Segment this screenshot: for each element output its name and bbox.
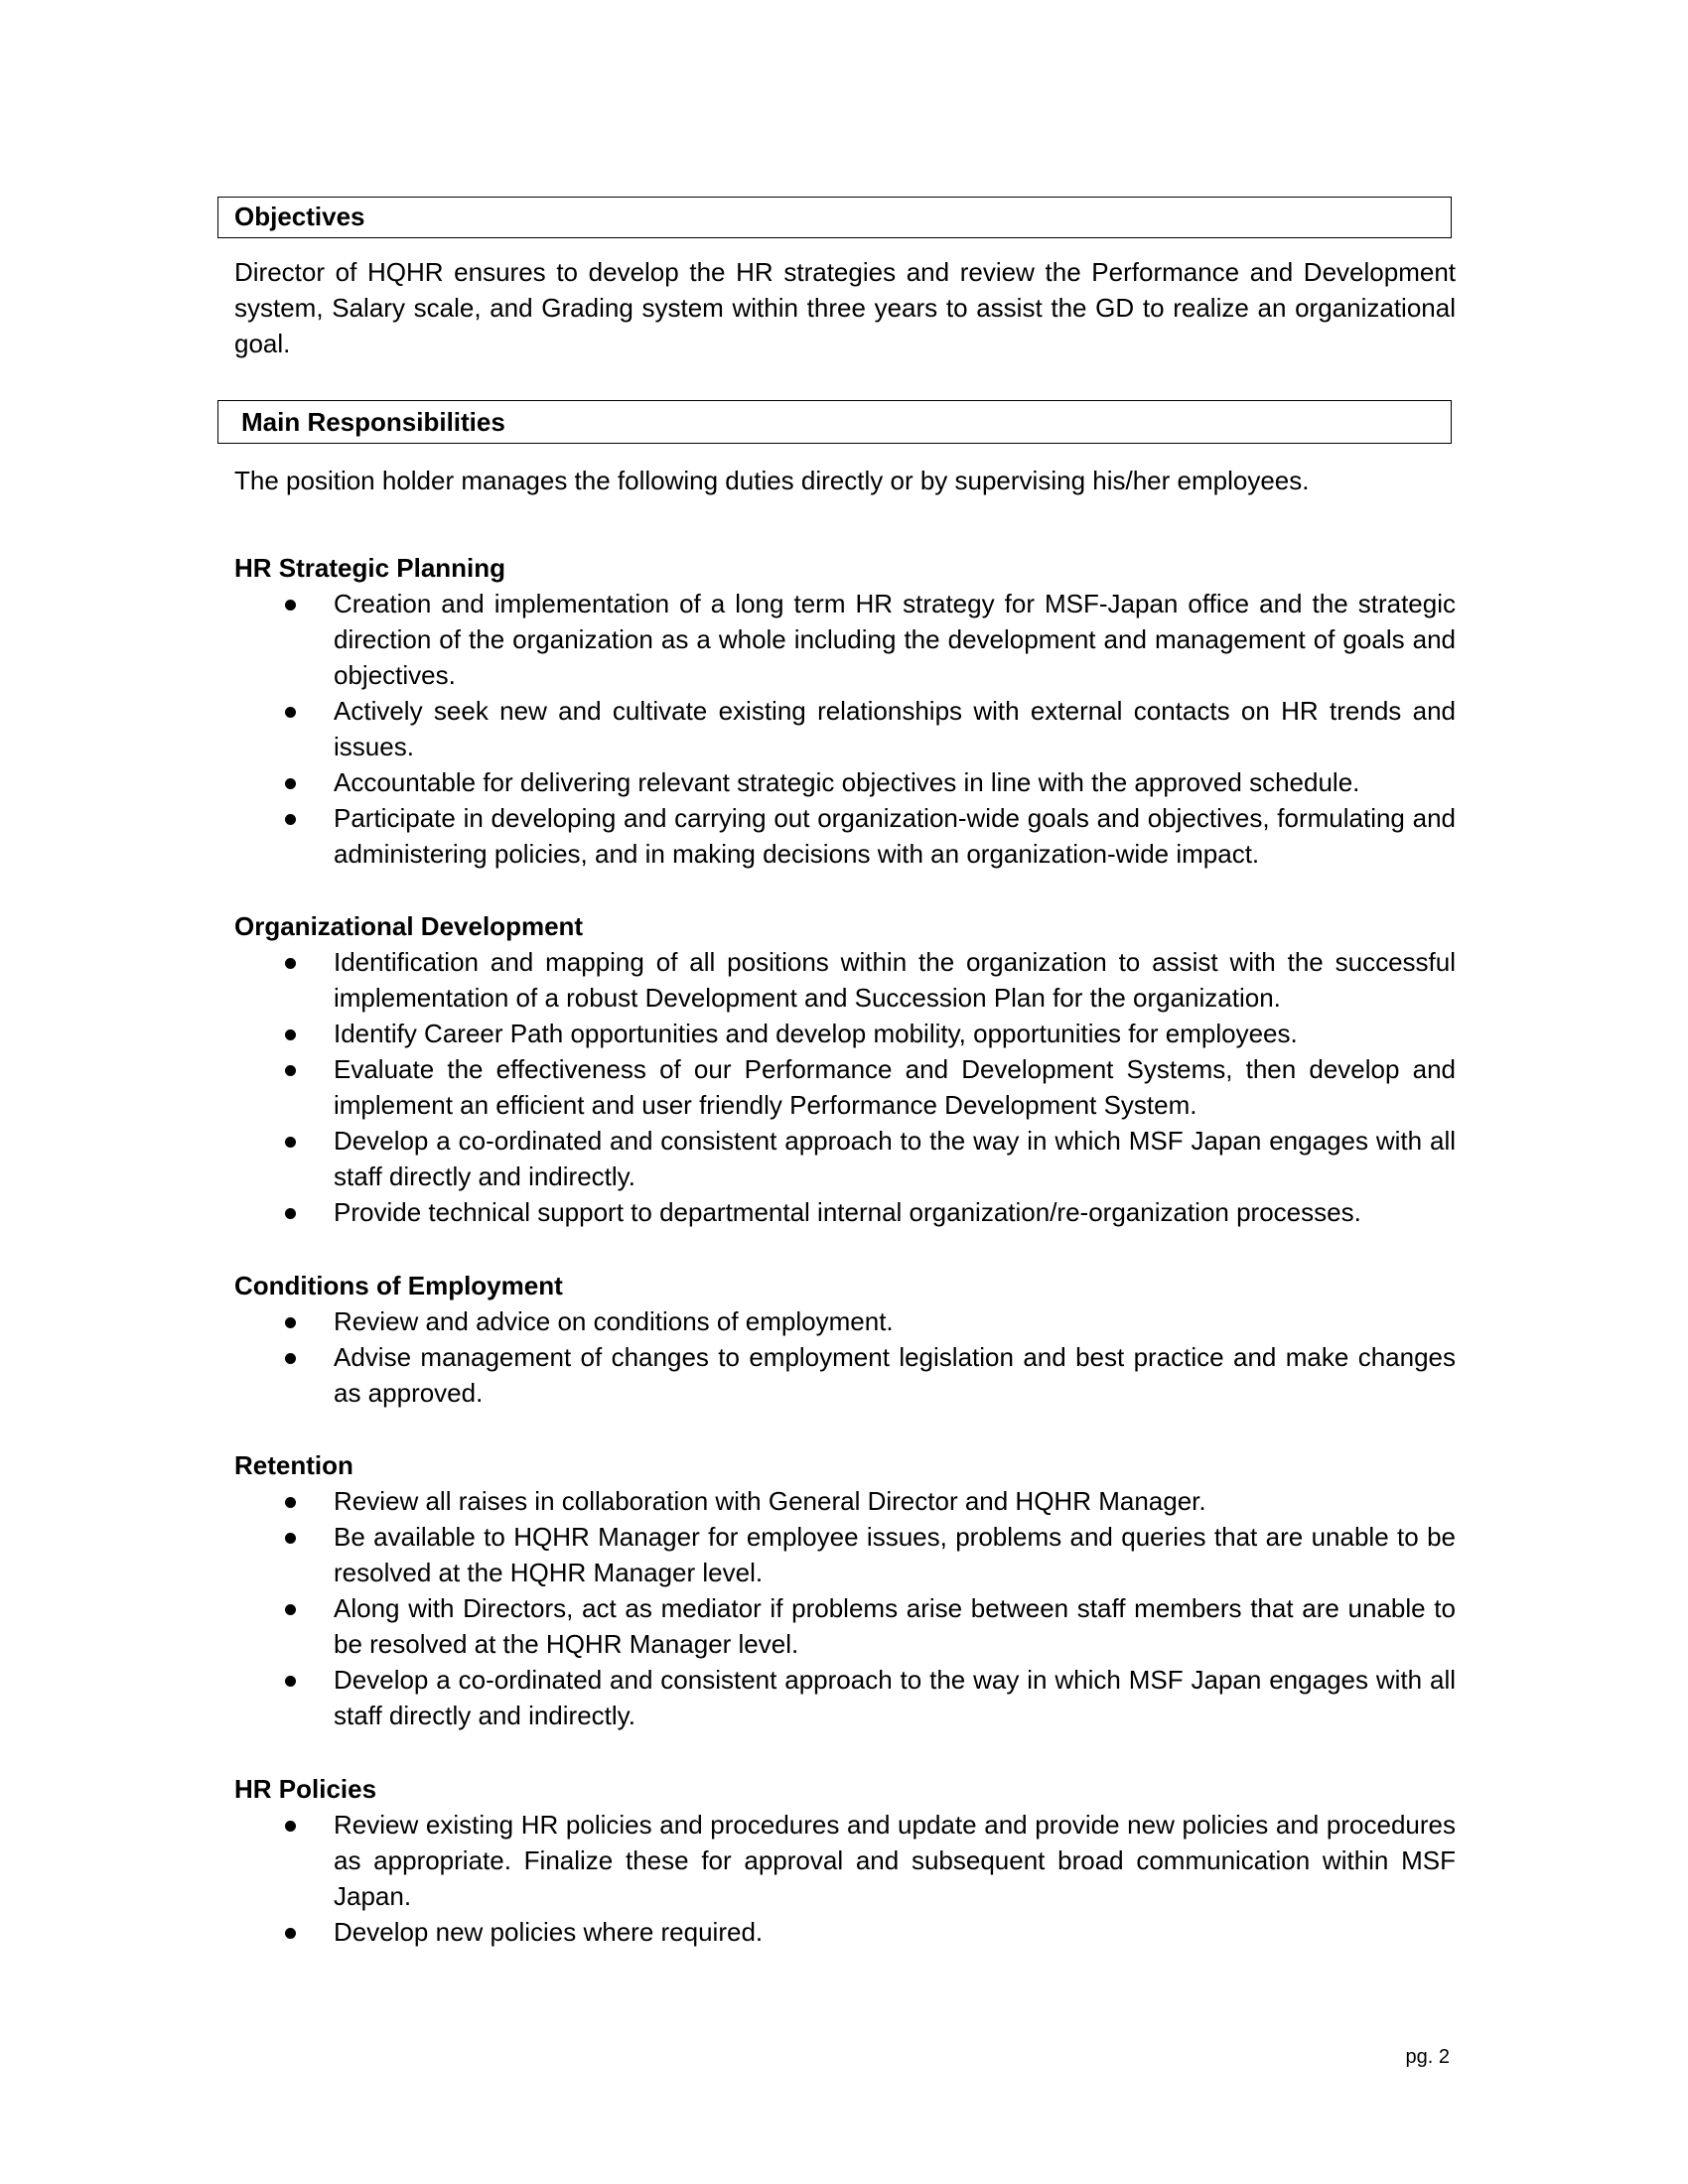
bullet-icon (285, 1029, 296, 1040)
bullet-icon (285, 707, 296, 718)
list-item-text: Evaluate the effectiveness of our Performance and Development Systems, then develop and implement an efficient and user friendly Performance Development System. (334, 1054, 1456, 1120)
section-hr-policies (234, 1771, 1456, 1950)
list-item-text: Creation and implementation of a long term HR strategy for MSF-Japan office and the strategic direction of the organization as a whole including the development and management of goals and objectives. (334, 589, 1456, 690)
list-item (234, 1662, 1456, 1733)
bullet-icon (285, 1353, 296, 1364)
list-item-text: Develop a co-ordinated and consistent approach to the way in which MSF Japan engages with all staff directly and indirectly. (334, 1126, 1456, 1191)
list-item (234, 1483, 1456, 1519)
list-item (234, 1914, 1456, 1950)
list-item-text: Provide technical support to departmental internal organization/re-organization processes. (334, 1197, 1361, 1227)
bullet-list (234, 944, 1456, 1230)
bullet-list (234, 1303, 1456, 1411)
list-item-text: Identify Career Path opportunities and develop mobility, opportunities for employees. (334, 1019, 1298, 1048)
bullet-list (234, 1807, 1456, 1950)
list-item-text: Along with Directors, act as mediator if problems arise between staff members that are unable to be resolved at the HQHR Manager level. (334, 1593, 1456, 1659)
list-item (234, 1303, 1456, 1339)
bullet-icon (285, 1137, 296, 1148)
list-item-text: Develop a co-ordinated and consistent approach to the way in which MSF Japan engages with all staff directly and indirectly. (334, 1665, 1456, 1730)
list-item-text: Advise management of changes to employment legislation and best practice and make changes as approved. (334, 1342, 1456, 1408)
bullet-icon (285, 600, 296, 611)
list-item-text: Identification and mapping of all positions within the organization to assist with the successful implementation of a robust Development and Succession Plan for the organization. (334, 947, 1456, 1013)
page-number: pg. 2 (1405, 2046, 1450, 2068)
list-item (234, 944, 1456, 1016)
list-item (234, 800, 1456, 872)
bullet-list (234, 586, 1456, 872)
objectives-text: Director of HQHR ensures to develop the HR strategies and review the Performance and Development system, Salary scale, and Grading system within three years to assist the GD to realize an organizational goal. (234, 257, 1456, 358)
list-item-text: Participate in developing and carrying out organization-wide goals and objectives, formulating and administering policies, and in making decisions with an organization-wide impact. (334, 803, 1456, 869)
list-item-text: Be available to HQHR Manager for employee issues, problems and queries that are unable to be resolved at the HQHR Manager level. (334, 1522, 1456, 1587)
bullet-icon (285, 1604, 296, 1615)
list-item (234, 1519, 1456, 1590)
list-item-text: Develop new policies where required. (334, 1917, 764, 1947)
bullet-icon (285, 1928, 296, 1939)
bullet-icon (285, 1676, 296, 1687)
list-item (234, 1123, 1456, 1194)
section-organizational-development (234, 908, 1456, 1230)
bullet-icon (285, 1821, 296, 1832)
bullet-icon (285, 1533, 296, 1544)
main-responsibilities-heading: Main Responsibilities (217, 400, 1452, 444)
list-item (234, 1807, 1456, 1914)
section-conditions-of-employment (234, 1268, 1456, 1411)
section-title: HR Policies (234, 1774, 377, 1804)
list-item-text: Review existing HR policies and procedures and update and provide new policies and procedures as appropriate. Finalize these for approval and subsequent broad communication within MSF Japan. (334, 1810, 1456, 1911)
list-item (234, 1051, 1456, 1123)
list-item (234, 1590, 1456, 1662)
list-item-text: Review all raises in collaboration with General Director and HQHR Manager. (334, 1486, 1206, 1516)
objectives-heading: Objectives (217, 197, 1452, 238)
list-item-text: Accountable for delivering relevant strategic objectives in line with the approved schedule. (334, 767, 1360, 797)
bullet-icon (285, 778, 296, 789)
list-item (234, 1339, 1456, 1411)
bullet-list (234, 1483, 1456, 1733)
bullet-icon (285, 1208, 296, 1219)
bullet-icon (285, 958, 296, 969)
section-retention (234, 1447, 1456, 1733)
list-item (234, 764, 1456, 800)
section-title: Organizational Development (234, 911, 584, 941)
bullet-icon (285, 1497, 296, 1508)
list-item (234, 1016, 1456, 1051)
list-item (234, 693, 1456, 764)
section-title: HR Strategic Planning (234, 553, 506, 583)
section-hr-strategic-planning (234, 550, 1456, 872)
section-title: Retention (234, 1450, 353, 1480)
bullet-icon (285, 1317, 296, 1328)
bullet-icon (285, 814, 296, 825)
list-item (234, 1194, 1456, 1230)
responsibilities-intro: The position holder manages the following duties directly or by supervising his/her employees. (234, 466, 1310, 495)
section-title: Conditions of Employment (234, 1271, 563, 1300)
list-item-text: Review and advice on conditions of employment. (334, 1306, 894, 1336)
bullet-icon (285, 1065, 296, 1076)
list-item (234, 586, 1456, 693)
list-item-text: Actively seek new and cultivate existing relationships with external contacts on HR trends and issues. (334, 696, 1456, 761)
